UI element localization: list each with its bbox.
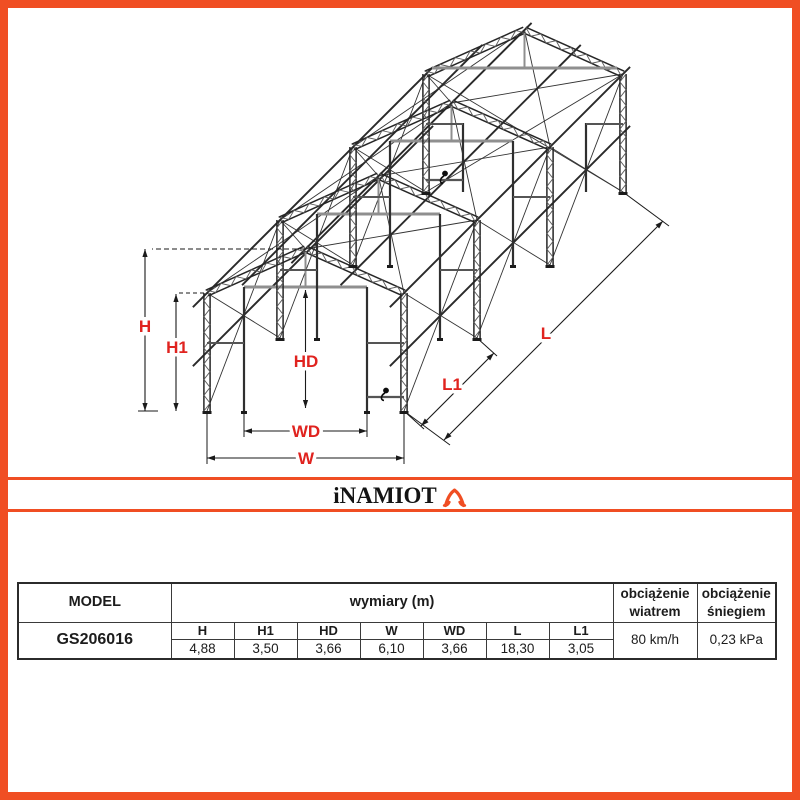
dim-value-w: 6,10 [360, 640, 423, 659]
dim-value-l1: 3,05 [549, 640, 613, 659]
dim-label-l1: L1 [442, 375, 462, 394]
dim-label-h1: H1 [166, 338, 188, 357]
dimensions-header-cell: wymiary (m) [171, 583, 613, 622]
dim-value-l: 18,30 [486, 640, 549, 659]
model-header-cell: MODEL [18, 583, 171, 622]
divider-line-top [8, 477, 792, 480]
dim-col-l: L [486, 622, 549, 640]
dim-label-l: L [540, 324, 552, 343]
wind-header-cell: obciążenie wiatrem [613, 583, 697, 622]
spec-table [17, 582, 777, 660]
dim-col-w: W [360, 622, 423, 640]
tent-icon [442, 485, 467, 508]
dim-label-w: W [297, 449, 315, 468]
wind-value-cell: 80 km/h [613, 622, 697, 659]
dim-value-h: 4,88 [171, 640, 234, 659]
dim-col-l1: L1 [549, 622, 613, 640]
dim-col-hd: HD [297, 622, 360, 640]
logo-text: iNAMIOT [333, 482, 437, 508]
snow-value-cell: 0,23 kPa [697, 622, 776, 659]
dim-value-wd: 3,66 [423, 640, 486, 659]
dim-label-h: H [138, 317, 152, 336]
dim-value-h1: 3,50 [234, 640, 297, 659]
cross-bracing [207, 30, 623, 411]
dim-col-wd: WD [423, 622, 486, 640]
divider-line-bottom [8, 509, 792, 512]
dim-label-wd: WD [291, 422, 321, 441]
model-value-cell: GS206016 [18, 622, 171, 659]
logo [8, 481, 792, 509]
dimension-labels [139, 317, 551, 468]
dim-value-hd: 3,66 [297, 640, 360, 659]
dim-col-h: H [171, 622, 234, 640]
snow-header-cell: obciążenie śniegiem [697, 583, 776, 622]
dim-label-hd: HD [293, 352, 319, 371]
dim-col-h1: H1 [234, 622, 297, 640]
